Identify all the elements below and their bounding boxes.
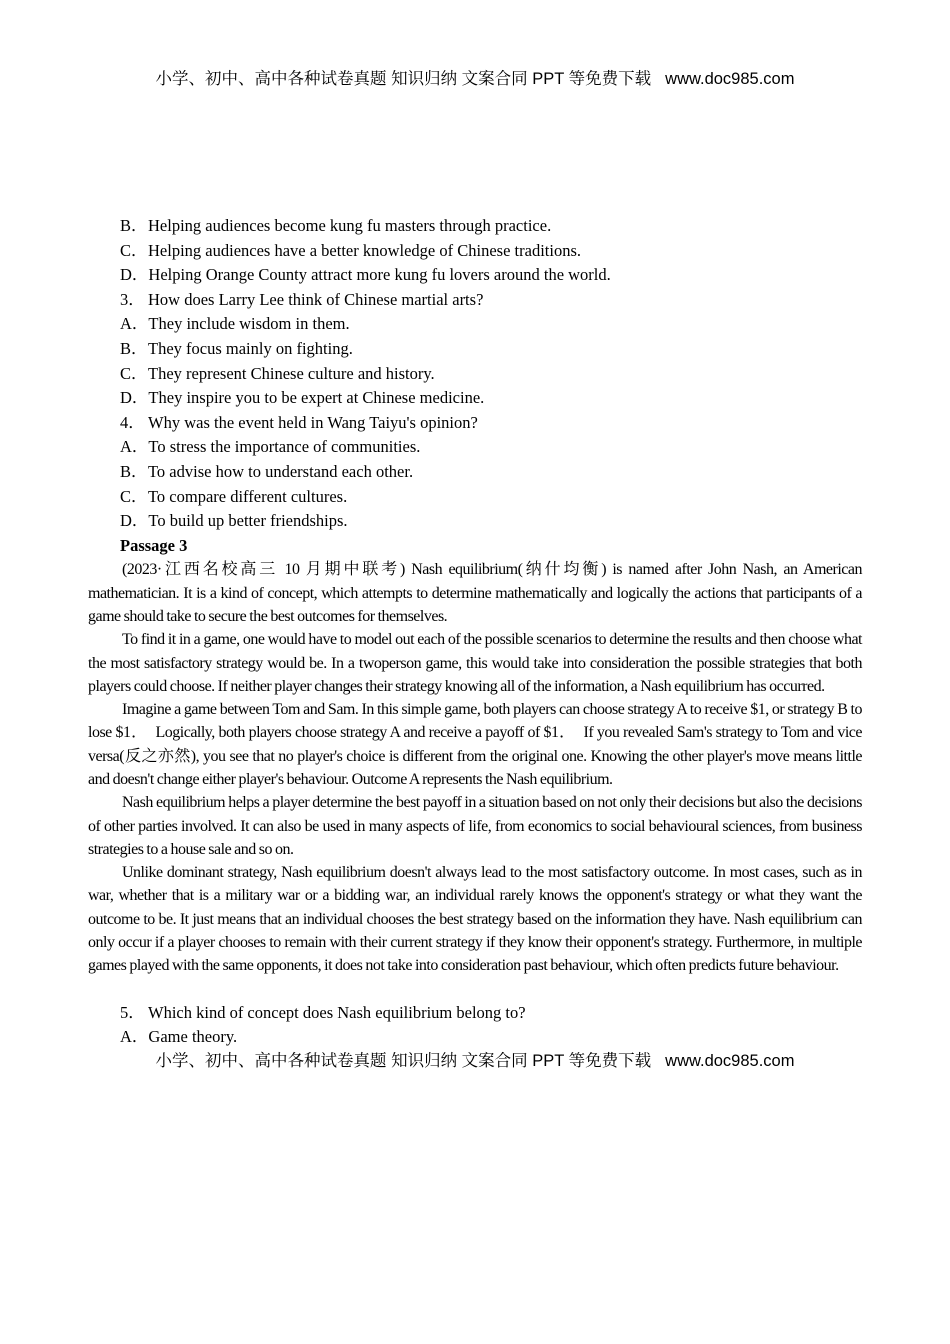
answer-option [88,214,862,239]
option-label: B． [120,461,148,481]
question-number: 5． [120,1002,145,1022]
passage-paragraph: Nash equilibrium helps a player determine the best payoff in a situation based on not only their decisions but also the decisions of other parties involved. It can also be used in many aspects of life, from economics to social behavioural sciences, from business strategies to a house sale and so on. [88,794,862,858]
option-label: C． [120,240,148,260]
answer-option [88,509,862,534]
answer-option [88,362,862,387]
page-header [0,70,950,89]
option-label: C． [120,486,148,506]
passage-paragraph: Unlike dominant strategy, Nash equilibrium doesn't always lead to the most satisfactory outcome. In most cases, such as in war, whether that is a military war or a bidding war, an individual rarely knows the opponent's strategy or what they want the outcome to be. It just means that an individual chooses the best strategy based on the information they have. Nash equilibrium can only occur if a player chooses to remain with their current strategy if they know their opponent's strategy. Furthermore, in multiple games played with the same opponents, it does not take into consideration past behaviour, which often predicts future behaviour. [88,864,862,975]
question-number: 4． [120,412,145,432]
question-stem [88,288,862,313]
option-text: To stress the importance of communities. [148,437,421,457]
site-url: www.doc985.com [665,70,795,88]
answer-option [88,312,862,337]
question-text: Why was the event held in Wang Taiyu's opinion? [148,412,478,432]
option-label: B． [120,338,148,358]
passage-heading: Passage 3 [120,535,188,555]
document-body [88,214,862,1071]
answer-option [88,337,862,362]
answer-option [88,263,862,288]
option-text: To compare different cultures. [148,486,348,506]
question5-block [88,1001,862,1050]
option-text: To advise how to understand each other. [148,461,414,481]
option-text: Helping audiences become kung fu masters through practice. [148,216,552,235]
option-label: C． [120,363,148,383]
option-label: D． [120,388,149,408]
option-label: A． [120,437,149,457]
option-text: To build up better friendships. [148,511,348,531]
answer-option [88,435,862,460]
question-stem [88,411,862,436]
answer-option [88,1025,862,1050]
question-number: 3． [120,289,145,309]
option-label: D． [120,265,149,285]
option-text: Helping Orange County attract more kung fu lovers around the world. [148,265,611,285]
option-text: They represent Chinese culture and history. [148,363,435,383]
answer-option [88,485,862,510]
option-text: Game theory. [148,1027,238,1047]
option-label: A． [120,314,149,334]
answer-option [88,460,862,485]
answer-option [88,239,862,264]
option-label: A． [120,1027,149,1047]
answer-option [88,386,862,411]
option-text: Helping audiences have a better knowledge of Chinese traditions. [148,240,581,260]
download-notice: 小学、初中、高中各种试卷真题 知识归纳 文案合同 PPT 等免费下载 [155,1051,652,1070]
option-text: They include wisdom in them. [148,314,350,334]
page-footer [88,1051,862,1071]
site-url: www.doc985.com [665,1051,795,1070]
question-text: How does Larry Lee think of Chinese martial arts? [148,289,484,309]
passage-paragraph: To find it in a game, one would have to model out each of the possible scenarios to determine the results and then choose what the most satisfactory strategy would be. In a twoperson game, this would take into consideration the possible strategies that both players could choose. If neither player changes their strategy knowing all of the information, a Nash equilibrium has occurred. [88,631,862,695]
option-text: They focus mainly on fighting. [148,338,353,358]
option-label: D． [120,511,149,531]
option-text: They inspire you to be expert at Chinese medicine. [148,388,485,408]
question-stem [88,1001,862,1026]
download-notice: 小学、初中、高中各种试卷真题 知识归纳 文案合同 PPT 等免费下载 [155,70,652,88]
passage-paragraph: Imagine a game between Tom and Sam. In this simple game, both players can choose strategy A to receive $1, or strategy B to lose $1． Logically, both players choose strategy A and receive a payoff of $1． If you revealed Sam's strategy to Tom and vice versa(反之亦然), you see that no player's choice is different from the original one. Knowing the other player's move means little and doesn't change either player's behaviour. Outcome A represents the Nash equilibrium. [88,701,862,788]
option-label: B． [120,216,148,235]
passage-paragraph: (2023·江西名校高三 10 月期中联考) Nash equilibrium(纳什均衡) is named after John Nash, an American mathematician. It is a kind of concept, which attempts to determine mathematically and logically the actions that participants of a game should take to secure the best outcomes for themselves. [88,561,862,625]
question-text: Which kind of concept does Nash equilibrium belong to? [148,1002,526,1022]
